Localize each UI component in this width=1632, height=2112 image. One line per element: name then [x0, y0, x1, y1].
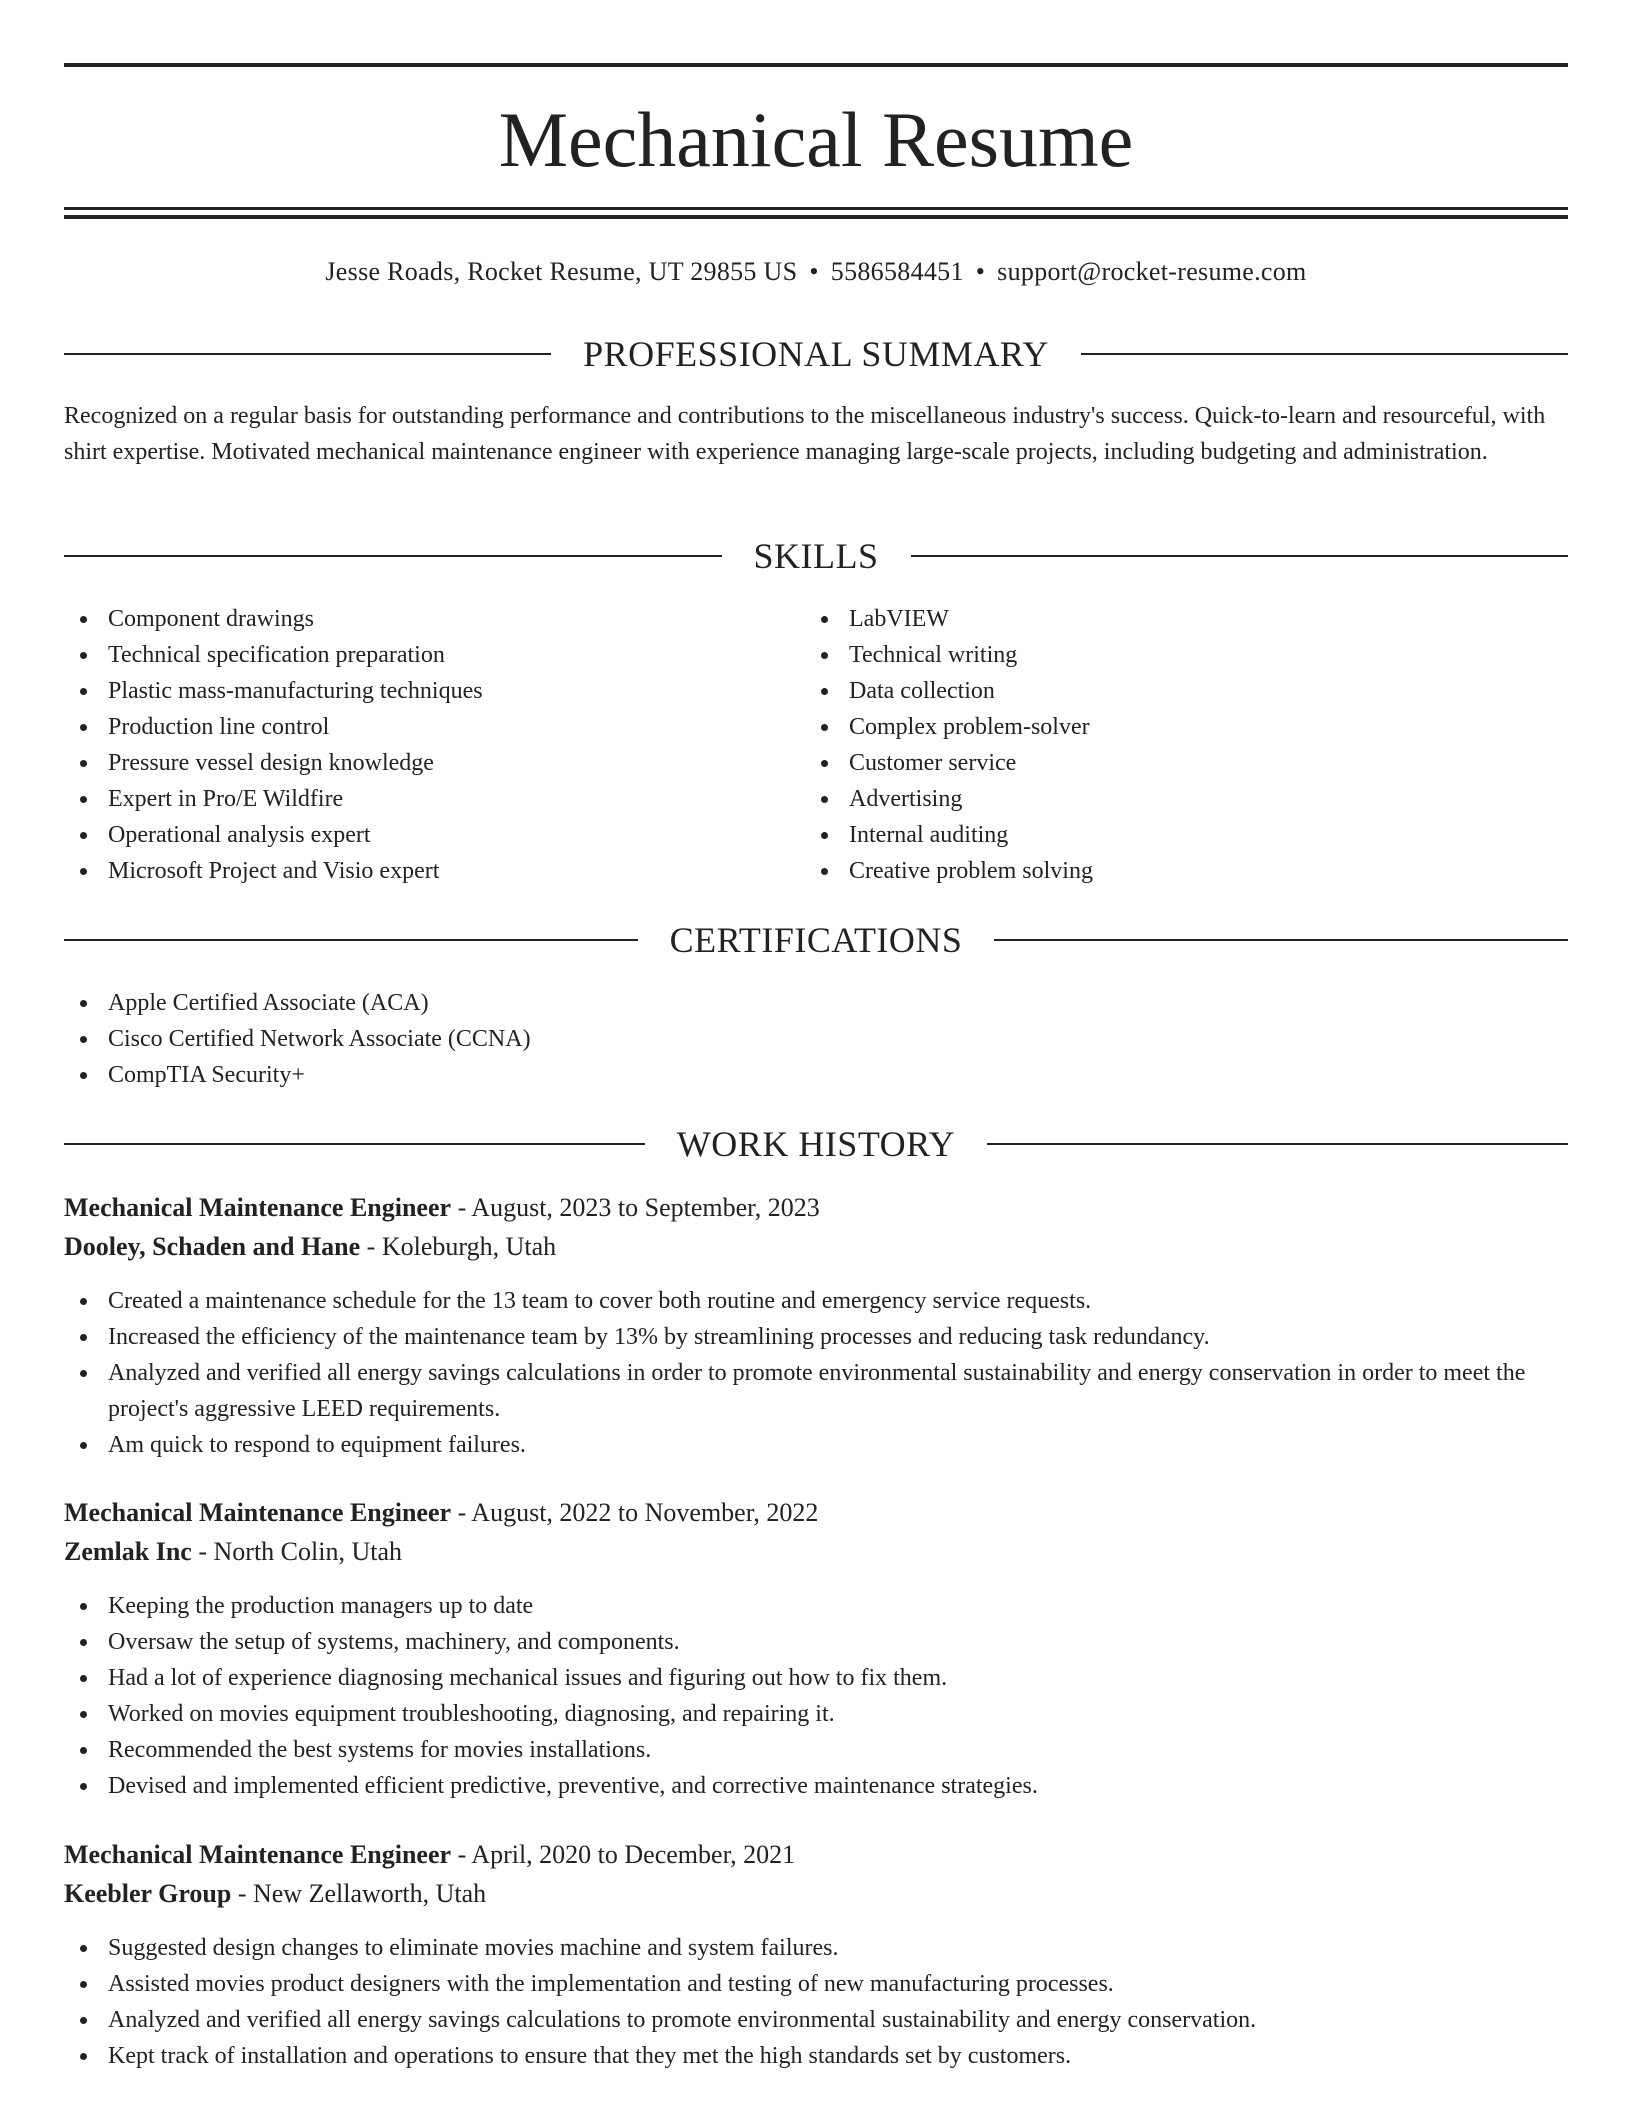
- job-company: Zemlak Inc: [64, 1537, 192, 1566]
- skill-item: Customer service: [805, 745, 1545, 781]
- skills-list-left: [64, 601, 804, 889]
- certifications-heading: [64, 918, 1568, 962]
- job-bullet: Analyzed and verified all energy savings calculations in order to promote environmental sustainability and energy conservation in order to meet the project's aggressive LEED requirements.: [64, 1355, 1568, 1427]
- job-dates: April, 2020 to December, 2021: [471, 1840, 796, 1869]
- job-bullet: Created a maintenance schedule for the 13 team to cover both routine and emergency service requests.: [64, 1283, 1568, 1319]
- skill-item: Technical specification preparation: [64, 637, 804, 673]
- job-bullets: [64, 1930, 1568, 2074]
- skill-item: Production line control: [64, 709, 804, 745]
- certification-item: Apple Certified Associate (ACA): [64, 985, 1568, 1021]
- skill-item: Data collection: [805, 673, 1545, 709]
- contact-address: Jesse Roads, Rocket Resume, UT 29855 US: [325, 257, 798, 286]
- skill-item: Expert in Pro/E Wildfire: [64, 781, 804, 817]
- skill-item: Creative problem solving: [805, 853, 1545, 889]
- job-title-line: Mechanical Maintenance Engineer - August, 2022 to November, 2022: [64, 1498, 819, 1527]
- job-dates: August, 2023 to September, 2023: [471, 1193, 820, 1222]
- job-company: Dooley, Schaden and Hane: [64, 1232, 361, 1261]
- heading-rule-left: [64, 1143, 645, 1145]
- certifications-heading-label: CERTIFICATIONS: [669, 920, 963, 960]
- job-title: Mechanical Maintenance Engineer: [64, 1498, 452, 1527]
- skill-item: Complex problem-solver: [805, 709, 1545, 745]
- title-bottom-rule: [64, 207, 1568, 210]
- skill-item: Component drawings: [64, 601, 804, 637]
- certification-item: Cisco Certified Network Associate (CCNA): [64, 1021, 1568, 1057]
- summary-heading: [64, 332, 1568, 376]
- job-bullets: [64, 1283, 1568, 1463]
- contact-line: [64, 252, 1568, 292]
- job-bullet: Worked on movies equipment troubleshooting, diagnosing, and repairing it.: [64, 1696, 1568, 1732]
- job-bullet: Analyzed and verified all energy savings calculations to promote environmental sustainability and energy conservation.: [64, 2002, 1568, 2038]
- skill-item: Technical writing: [805, 637, 1545, 673]
- job-company-line: Keebler Group - New Zellaworth, Utah: [64, 1879, 487, 1908]
- skill-item: Microsoft Project and Visio expert: [64, 853, 804, 889]
- contact-separator: •: [809, 257, 819, 286]
- job-location: New Zellaworth, Utah: [252, 1879, 487, 1908]
- job-company-line: Zemlak Inc - North Colin, Utah: [64, 1537, 403, 1566]
- job-bullet: Kept track of installation and operations to ensure that they met the high standards set by customers.: [64, 2038, 1568, 2074]
- job-bullet: Suggested design changes to eliminate movies machine and system failures.: [64, 1930, 1568, 1966]
- heading-rule-right: [994, 939, 1568, 941]
- job-bullet: Devised and implemented efficient predictive, preventive, and corrective maintenance strategies.: [64, 1768, 1568, 1804]
- heading-rule-right: [1081, 353, 1568, 355]
- title-top-rule: [64, 63, 1568, 67]
- title-bottom-rule-second: [64, 215, 1568, 219]
- job-bullet: Oversaw the setup of systems, machinery, and components.: [64, 1624, 1568, 1660]
- page-title: Mechanical Resume: [498, 96, 1134, 183]
- work-history-heading: [64, 1122, 1568, 1166]
- job-bullet: Recommended the best systems for movies installations.: [64, 1732, 1568, 1768]
- job-company: Keebler Group: [64, 1879, 232, 1908]
- job-bullet: Assisted movies product designers with the implementation and testing of new manufacturing processes.: [64, 1966, 1568, 2002]
- certification-item: CompTIA Security+: [64, 1057, 1568, 1093]
- job-bullet: Increased the efficiency of the maintenance team by 13% by streamlining processes and reducing task redundancy.: [64, 1319, 1568, 1355]
- contact-separator: •: [975, 257, 986, 286]
- heading-rule-left: [64, 353, 551, 355]
- summary-text: Recognized on a regular basis for outstanding performance and contributions to the miscellaneous industry's success. Quick-to-learn and resourceful, with shirt expertise. Motivated mechanical maintenance engineer with experience managing large-scale projects, including budgeting and administration.: [64, 403, 1546, 465]
- job-location: Koleburgh, Utah: [381, 1232, 557, 1261]
- job-bullet: Am quick to respond to equipment failures.: [64, 1427, 1568, 1463]
- job-company-line: Dooley, Schaden and Hane - Koleburgh, Utah: [64, 1232, 557, 1261]
- heading-rule-left: [64, 939, 638, 941]
- heading-rule-right: [987, 1143, 1568, 1145]
- skill-item: Plastic mass-manufacturing techniques: [64, 673, 804, 709]
- skills-list-right: [805, 601, 1545, 889]
- job-bullets: [64, 1588, 1568, 1804]
- summary-heading-label: PROFESSIONAL SUMMARY: [583, 334, 1049, 374]
- job-dates: August, 2022 to November, 2022: [471, 1498, 819, 1527]
- skill-item: Pressure vessel design knowledge: [64, 745, 804, 781]
- job-title-line: Mechanical Maintenance Engineer - April, 2020 to December, 2021: [64, 1840, 796, 1869]
- skills-heading-label: SKILLS: [753, 536, 879, 576]
- heading-rule-right: [911, 555, 1569, 557]
- skill-item: Operational analysis expert: [64, 817, 804, 853]
- heading-rule-left: [64, 555, 722, 557]
- skill-item: Advertising: [805, 781, 1545, 817]
- skills-heading: [64, 534, 1568, 578]
- job-location: North Colin, Utah: [213, 1537, 403, 1566]
- job-title-line: Mechanical Maintenance Engineer - August, 2023 to September, 2023: [64, 1193, 820, 1222]
- job-bullet: Had a lot of experience diagnosing mechanical issues and figuring out how to fix them.: [64, 1660, 1568, 1696]
- job-title: Mechanical Maintenance Engineer: [64, 1840, 452, 1869]
- certifications-list: [64, 985, 1568, 1093]
- job-title: Mechanical Maintenance Engineer: [64, 1193, 452, 1222]
- contact-email: support@rocket-resume.com: [997, 257, 1307, 286]
- job-bullet: Keeping the production managers up to date: [64, 1588, 1568, 1624]
- skill-item: LabVIEW: [805, 601, 1545, 637]
- work-history-heading-label: WORK HISTORY: [676, 1124, 956, 1164]
- contact-phone: 5586584451: [830, 257, 964, 286]
- skill-item: Internal auditing: [805, 817, 1545, 853]
